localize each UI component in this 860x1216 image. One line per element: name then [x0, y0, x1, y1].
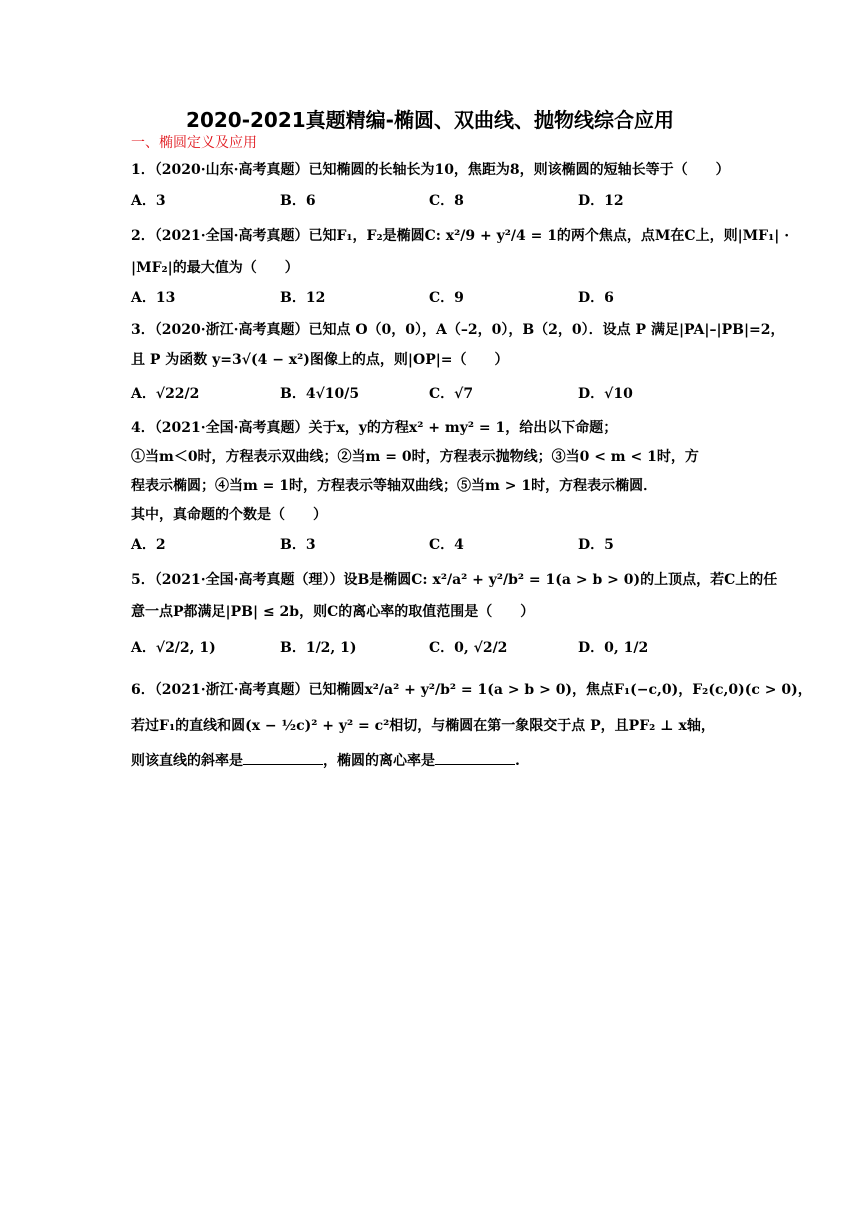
- q6-slope-blank: [243, 750, 323, 765]
- q1-option-d: D．12: [578, 193, 624, 209]
- question-5-text-line-1: 5．（2021·全国·高考真题（理））设B是椭圆C: x²/a² + y²/b² = 1(a > b > 0)的上顶点，若C上的任: [131, 572, 778, 588]
- question-4-text-line-4: 其中，真命题的个数是（ ）: [131, 507, 327, 523]
- question-2-text-line-1: 2．（2021·全国·高考真题）已知F₁，F₂是椭圆C: x²/9 + y²/4 = 1的两个焦点，点M在C上，则|MF₁| ·: [131, 228, 790, 244]
- q5-option-c: C．0, √2/2: [429, 640, 508, 656]
- q4-option-d: D．5: [578, 537, 614, 553]
- q4-option-a: A．2: [131, 537, 166, 553]
- q6-eccentricity-label: ，椭圆的离心率是: [323, 753, 435, 769]
- question-2-text-line-2: |MF₂|的最大值为（ ）: [131, 260, 299, 276]
- q1-option-a: A．3: [131, 193, 166, 209]
- q2-option-c: C．9: [429, 290, 464, 306]
- q3-option-a: A．√22/2: [131, 386, 200, 402]
- question-4-text-line-1: 4．（2021·全国·高考真题）关于x，y的方程x² + my² = 1，给出以下命题；: [131, 420, 618, 436]
- question-3-text-line-2: 且 P 为函数 y=3√(4 − x²)图像上的点，则|OP|=（ ）: [131, 352, 509, 368]
- q3-option-c: C．√7: [429, 386, 474, 402]
- question-6-text-line-3: [131, 750, 520, 771]
- question-6-text-line-1: 6．（2021·浙江·高考真题）已知椭圆x²/a² + y²/b² = 1(a > b > 0)，焦点F₁(−c,0)，F₂(c,0)(c > 0)，: [131, 682, 812, 698]
- question-1-text: 1．（2020·山东·高考真题）已知椭圆的长轴长为10，焦距为8，则该椭圆的短轴长等于（ ）: [131, 162, 730, 178]
- q6-slope-label: 则该直线的斜率是: [131, 753, 243, 769]
- page-title: 2020-2021真题精编-椭圆、双曲线、抛物线综合应用: [186, 108, 674, 132]
- q2-option-b: B．12: [280, 290, 326, 306]
- section-heading: 一、椭圆定义及应用: [131, 135, 257, 151]
- q4-option-c: C．4: [429, 537, 464, 553]
- q3-option-d: D．√10: [578, 386, 633, 402]
- question-5-text-line-2: 意一点P都满足|PB| ≤ 2b，则C的离心率的取值范围是（ ）: [131, 604, 535, 620]
- q5-option-d: D．0, 1/2: [578, 640, 649, 656]
- q4-option-b: B．3: [280, 537, 316, 553]
- q5-option-a: A．√2/2, 1): [131, 640, 216, 656]
- q6-period: .: [515, 753, 520, 769]
- q1-option-b: B．6: [280, 193, 316, 209]
- q3-option-b: B．4√10/5: [280, 386, 360, 402]
- question-3-text-line-1: 3．（2020·浙江·高考真题）已知点 O（0，0），A（–2，0），B（2，0）．设点 P 满足|PA|–|PB|=2，: [131, 322, 785, 338]
- q5-option-b: B．1/2, 1): [280, 640, 357, 656]
- question-6-text-line-2: 若过F₁的直线和圆(x − ½c)² + y² = c²相切，与椭圆在第一象限交于点 P，且PF₂ ⊥ x轴，: [131, 718, 715, 734]
- question-4-text-line-3: 程表示椭圆；④当m = 1时，方程表示等轴双曲线；⑤当m > 1时，方程表示椭圆．: [131, 478, 658, 494]
- q2-option-d: D．6: [578, 290, 614, 306]
- question-4-text-line-2: ①当m＜0时，方程表示双曲线；②当m = 0时，方程表示抛物线；③当0 < m < 1时，方: [131, 449, 699, 465]
- q6-eccentricity-blank: [435, 750, 515, 765]
- q1-option-c: C．8: [429, 193, 464, 209]
- q2-option-a: A．13: [131, 290, 176, 306]
